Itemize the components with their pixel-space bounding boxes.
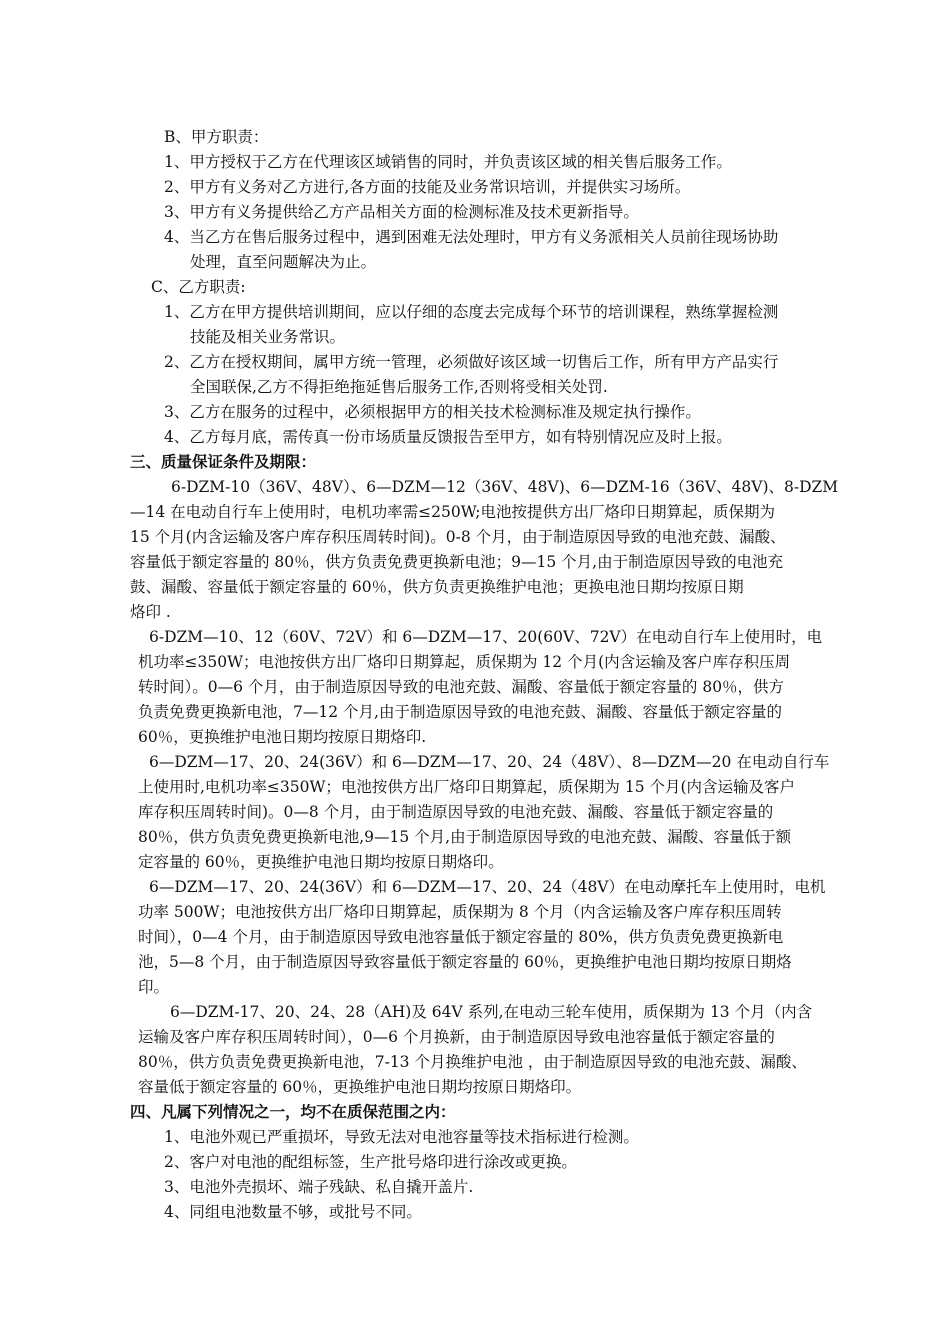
section-3-p1-line: 烙印 . (130, 603, 171, 621)
section-4-item-2: 2、客户对电池的配组标签，生产批号烙印进行涂改或更换。 (164, 1153, 577, 1171)
section-3-p2-line: 负责免费更换新电池，7—12 个月,由于制造原因导致的电池充鼓、漏酸、容量低于额定容量的 (138, 703, 782, 721)
section-3-p1-line: 容量低于额定容量的 80％，供方负责免费更换新电池；9—15 个月,由于制造原因导致的电池充 (130, 553, 784, 571)
section-3-p5-line: 运输及客户库存积压周转时间），0—6 个月换新，由于制造原因导致电池容量低于额定容量的 (138, 1028, 775, 1046)
section-c-item-2: 2、乙方在授权期间，属甲方统一管理，必须做好该区域一切售后工作，所有甲方产品实行 (164, 353, 779, 371)
section-3-p3-line: 定容量的 60％，更换维护电池日期均按原日期烙印。 (138, 853, 504, 871)
section-3-p5-line: 80％，供方负责免费更换新电池，7-13 个月换维护电池 ，由于制造原因导致的电池充鼓、漏酸、 (138, 1053, 807, 1071)
section-c-item-1: 1、乙方在甲方提供培训期间，应以仔细的态度去完成每个环节的培训课程，熟练掌握检测 (164, 303, 779, 321)
section-3-p1-line: —14 在电动自行车上使用时，电机功率需≤250W;电池按提供方出厂烙印日期算起，质保期为 (130, 503, 776, 521)
section-3-p4-line: 6—DZM—17、20、24(36V）和 6—DZM—17、20、24（48V）在电动摩托车上使用时，电机 (149, 878, 826, 896)
section-3-p4-line: 时间），0—4 个月，由于制造原因导致电池容量低于额定容量的 80%，供方负责免费更换新电 (138, 928, 784, 946)
section-4-heading: 四、凡属下列情况之一，均不在质保范围之内： (130, 1102, 456, 1121)
section-3-p5-line: 容量低于额定容量的 60％，更换维护电池日期均按原日期烙印。 (138, 1078, 582, 1096)
section-3-p3-line: 库存积压周转时间)。0—8 个月，由于制造原因导致的电池充鼓、漏酸、容量低于额定容量的 (138, 803, 774, 821)
section-c-item-2-cont: 全国联保,乙方不得拒绝拖延售后服务工作,否则将受相关处罚. (190, 378, 608, 396)
section-b-title: B、甲方职责： (164, 128, 269, 146)
section-3-p2-line: 机功率≤350W；电池按供方出厂烙印日期算起，质保期为 12 个月(内含运输及客户库存积压周 (138, 653, 791, 671)
section-4-item-1: 1、电池外观已严重损坏，导致无法对电池容量等技术指标进行检测。 (164, 1128, 639, 1146)
section-4-item-4: 4、同组电池数量不够，或批号不同。 (164, 1203, 422, 1221)
section-3-p2-line: 6-DZM—10、12（60V、72V）和 6—DZM—17、20(60V、72V）在电动自行车上使用时，电 (149, 628, 823, 646)
section-b-item-1: 1、甲方授权于乙方在代理该区域销售的同时，并负责该区域的相关售后服务工作。 (164, 153, 732, 171)
section-3-p3-line: 上使用时,电机功率≤350W；电池按供方出厂烙印日期算起，质保期为 15 个月(内含运输及客户 (138, 778, 796, 796)
section-3-p4-line: 池，5—8 个月，由于制造原因导致容量低于额定容量的 60％，更换维护电池日期均按原日期烙 (138, 953, 792, 971)
section-3-p2-line: 60％，更换维护电池日期均按原日期烙印. (138, 728, 427, 746)
section-c-item-4: 4、乙方每月底，需传真一份市场质量反馈报告至甲方，如有特别情况应及时上报。 (164, 428, 732, 446)
section-c-item-3: 3、乙方在服务的过程中，必须根据甲方的相关技术检测标准及规定执行操作。 (164, 403, 701, 421)
section-3-p3-line: 6—DZM—17、20、24(36V）和 6—DZM—17、20、24（48V）、8—DZM—20 在电动自行车 (149, 753, 830, 771)
section-3-p2-line: 转时间）。0—6 个月，由于制造原因导致的电池充鼓、漏酸、容量低于额定容量的 80％，供方 (138, 678, 785, 696)
section-b-item-2: 2、甲方有义务对乙方进行,各方面的技能及业务常识培训，并提供实习场所。 (164, 178, 691, 196)
section-3-p1-line: 15 个月(内含运输及客户库存积压周转时间)。0-8 个月，由于制造原因导致的电池充鼓、漏酸、 (130, 528, 786, 546)
section-c-title: C、乙方职责: (151, 278, 246, 296)
section-3-p1-line: 6-DZM-10（36V、48V）、6—DZM—12（36V、48V)、6—DZM-16（36V、48V)、8-DZM (171, 478, 839, 496)
section-b-item-4-cont: 处理，直至问题解决为止。 (190, 253, 377, 271)
section-3-p3-line: 80％，供方负责免费更换新电池,9—15 个月,由于制造原因导致的电池充鼓、漏酸、容量低于额 (138, 828, 792, 846)
section-3-heading: 三、质量保证条件及期限： (130, 452, 317, 471)
section-3-p1-line: 鼓、漏酸、容量低于额定容量的 60％，供方负责更换维护电池；更换电池日期均按原日期 (130, 578, 744, 596)
section-3-p5-line: 6—DZM-17、20、24、28（AH)及 64V 系列,在电动三轮车使用，质保期为 13 个月（内含 (170, 1003, 813, 1021)
section-b-item-4: 4、当乙方在售后服务过程中，遇到困难无法处理时，甲方有义务派相关人员前往现场协助 (164, 228, 779, 246)
section-c-item-1-cont: 技能及相关业务常识。 (190, 328, 346, 346)
section-b-item-3: 3、甲方有义务提供给乙方产品相关方面的检测标准及技术更新指导。 (164, 203, 639, 221)
section-3-p4-line: 印。 (138, 978, 170, 996)
section-3-p4-line: 功率 500W；电池按供方出厂烙印日期算起，质保期为 8 个月（内含运输及客户库存积压周转 (138, 903, 782, 921)
section-4-item-3: 3、电池外壳损坏、端子残缺、私自撬开盖片. (164, 1178, 474, 1196)
